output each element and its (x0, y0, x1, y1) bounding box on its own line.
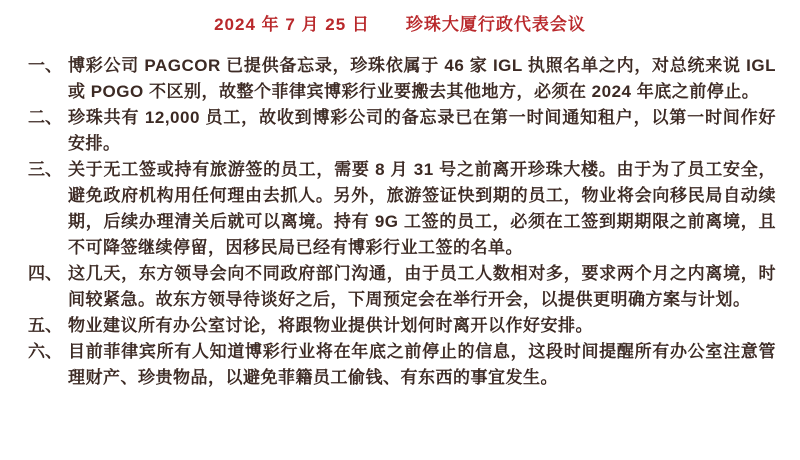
list-item (28, 157, 776, 261)
list-item (28, 105, 776, 157)
list-item-text: 物业建议所有办公室讨论，将跟物业提供计划何时离开以作好安排。 (68, 316, 593, 335)
list-item (28, 313, 776, 339)
list-item-text: 关于无工签或持有旅游签的员工，需要 8 月 31 号之前离开珍珠大楼。由于为了员工安全，避免政府机构用任何理由去抓人。另外，旅游签证快到期的员工，物业将会向移民局自动续期，后续办理清关后就可以离境。持有 9G 工签的员工，必须在工签到期期限之前离境，且不可降签继续停留，因移民局已经有博彩行业工签的名单。 (68, 160, 776, 257)
list-item-number: 六、 (28, 342, 62, 361)
list-item-number: 五、 (28, 316, 62, 335)
list-item-number: 一、 (28, 56, 62, 75)
list-item-number: 三、 (28, 160, 62, 179)
list-item (28, 339, 776, 391)
document-title: 2024 年 7 月 25 日 珍珠大厦行政代表会议 (214, 15, 586, 34)
list-item-text: 这几天，东方领导会向不同政府部门沟通，由于员工人数相对多，要求两个月之内离境，时间较紧急。故东方领导待谈好之后，下周预定会在举行开会，以提供更明确方案与计划。 (68, 264, 776, 309)
list-item (28, 261, 776, 313)
list-item-text: 博彩公司 PAGCOR 已提供备忘录，珍珠依属于 46 家 IGL 执照名单之内，对总统来说 IGL 或 POGO 不区别，故整个菲律宾博彩行业要搬去其他地方，必须在 2024 年底之前停止。 (68, 56, 776, 101)
list-item-text: 目前菲律宾所有人知道博彩行业将在年底之前停止的信息，这段时间提醒所有办公室注意管理财产、珍贵物品，以避免菲籍员工偷钱、有东西的事宜发生。 (68, 342, 776, 387)
list-item-number: 四、 (28, 264, 62, 283)
list-item (28, 53, 776, 105)
list-item-number: 二、 (28, 108, 62, 127)
list-item-text: 珍珠共有 12,000 员工，故收到博彩公司的备忘录已在第一时间通知租户，以第一时间作好安排。 (68, 108, 776, 153)
numbered-list (0, 53, 800, 391)
